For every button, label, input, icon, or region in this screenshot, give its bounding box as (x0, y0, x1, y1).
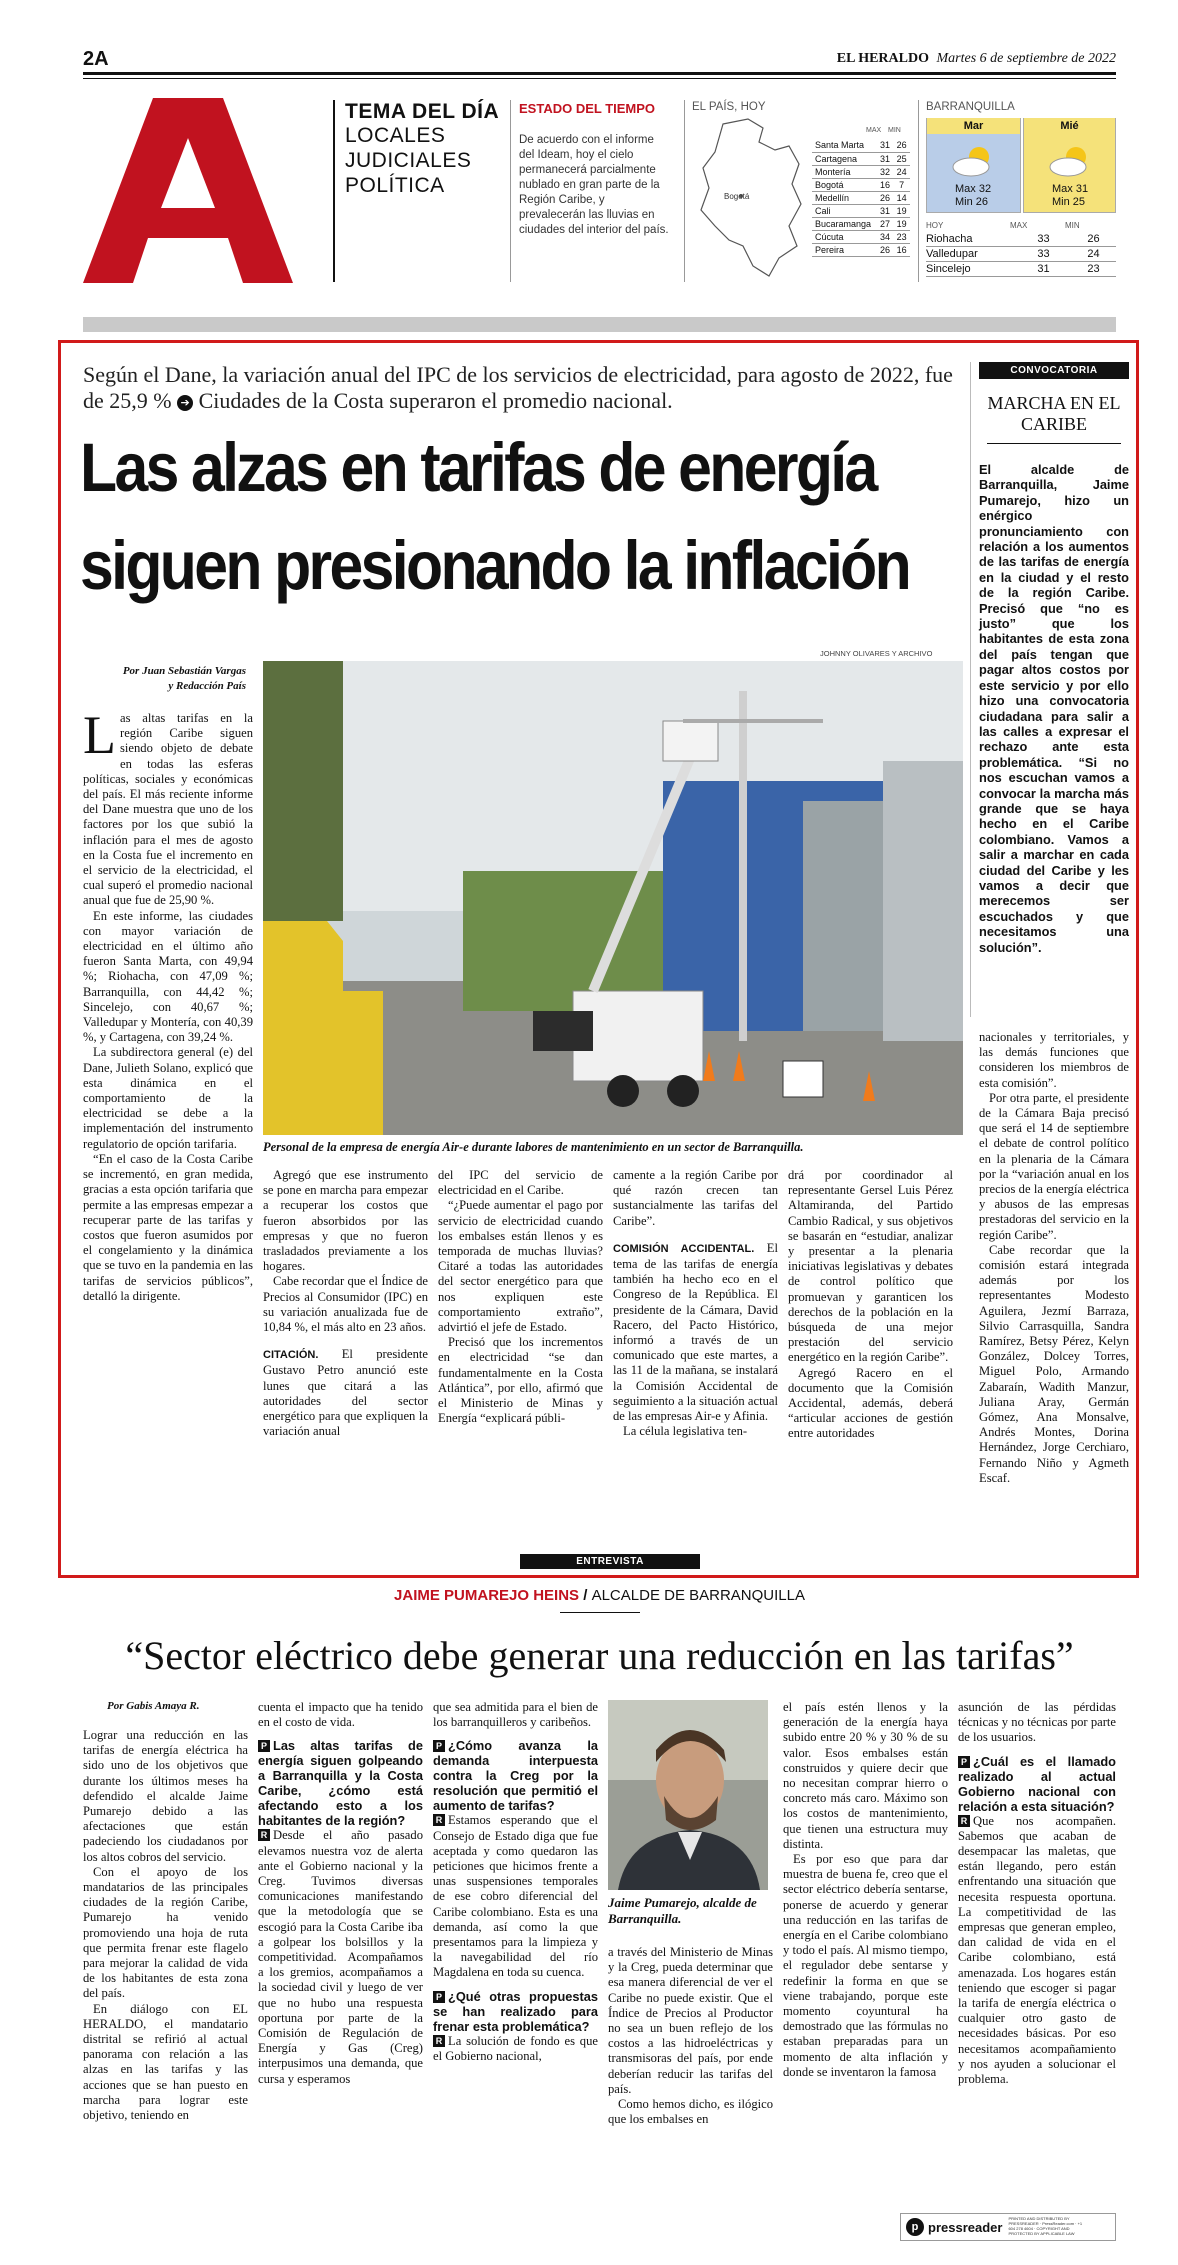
masthead (837, 51, 1116, 67)
weather-cell-max: 34 (877, 230, 894, 243)
section-kicker: TEMA DEL DÍA (345, 100, 500, 123)
today-col-max: MAX (1010, 221, 1028, 230)
interview-headline: “Sector eléctrico debe generar una reducción en las tarifas” (125, 1633, 1074, 1678)
weather-cell-min: 7 (893, 178, 910, 191)
col3-p2: “¿Puede aumentar el pago por servicio de electricidad cuando los embalses están llenos y es temporada de muchas lluvias? Citaré a todas las autoridades del sector energético para que nos expliquen este comportamiento extraño”, advirtió el jefe de Estado. (438, 1198, 603, 1335)
portrait-caption: Jaime Pumarejo, alcalde de Barranquilla. (608, 1895, 757, 1926)
sidebar-title: MARCHA EN EL CARIBE (987, 393, 1121, 444)
col4-p2: El tema de las tarifas de energía también ha hecho eco en el Congreso de la República. El presidente de la Cámara, David Racero, del Pacto Histórico, informó a través de un comunicado que este martes, a las 11 de la mañana, se instalará la Comisión Accidental de seguimiento a la situación actual de las empresas Air-e y Afinia. (613, 1240, 778, 1424)
forecast-max: Max 32 (955, 183, 992, 195)
article-column-4 (613, 1168, 778, 1439)
answer-marker: R (433, 2035, 445, 2047)
today-cell-name: Sincelejo (926, 263, 971, 275)
answer-2: Estamos esperando que el Consejo de Estado diga que fue aceptada y como quedaron las peticiones que hicimos frente a unas suspensiones temporales de ese cobro diferencial del Caribe colombiano. Esta es una demanda, así como la que presentamos para la limpieza y la navegabilidad del río Magdalena en toda su cuenca. (433, 1813, 598, 1980)
icol4-p1: Como hemos dicho, es ilógico que los embalses en (608, 2097, 773, 2127)
weather-cell-name: Cúcuta (812, 230, 877, 243)
weather-cell-name: Montería (812, 165, 877, 178)
weather-row (812, 243, 910, 256)
col1-p2: En este informe, las ciudades con mayor variación de electricidad en el último año fueron Santa Marta, con 49,94 %; Riohacha, con 47,09 %; Barranquilla, con 44,42 %; Sincelejo, con 40,67 %; Valledupar y Montería, con 40,39 %, y Cartagena, con 39,24 %. (83, 908, 253, 1045)
map-city-label: Bogotá (724, 192, 750, 201)
headline-line-1: Las alzas en tarifas de energía (80, 429, 876, 506)
col4-p1: camente a la región Caribe por qué razón crecen tan sustancialmente las tarifas del Caribe”. (613, 1168, 778, 1228)
weather-cell-name: Pereira (812, 243, 877, 256)
today-cell-min: 24 (1087, 248, 1100, 260)
col2-p3: El presidente Gustavo Petro anunció este lunes que citará a las autoridades del sector energético para que expliquen la variación anual (263, 1347, 428, 1439)
slash-divider: / (583, 1587, 592, 1604)
weather-cell-min: 14 (893, 191, 910, 204)
drop-cap: L (83, 705, 116, 765)
headline-line-2: siguen presionando la inflación (80, 527, 910, 604)
article-deck (83, 362, 963, 414)
col6-p3: Cabe recordar que la comisión estará integrada además por los representantes Modesto Aguilera, Jezmí Barraza, Silvio Carrasquilla, Sandra Ramírez, Betsy Pérez, Kelyn González, Dolcey Torres, Miguel Polo, Armando Zabaraín, Wadith Manzur, Juliana Aray, Germán Gómez, Ana Monsalve, Andrés Montes, Dorina Hernández, Jorge Cerchiaro, Fernando Niño y Agmeth Escaf. (979, 1242, 1129, 1485)
page-number: 2A (83, 48, 109, 70)
article-photo (263, 661, 963, 1135)
icol2-p0: cuenta el impacto que ha tenido en el costo de vida. (258, 1700, 423, 1730)
col5-p1: drá por coordinador al representante Gersel Luis Pérez Altamiranda, del Partido Cambio Radical, y sus objetivos se basarán en “estudiar, analizar y presentar a la plenaria iniciativas legislativas y debates de control político que promuevan y garanticen los derechos de la población en la búsqueda de una mejor prestación del servicio energético en la región Caribe”. (788, 1168, 953, 1365)
today-row (926, 262, 1116, 277)
paper-name: EL HERALDO (836, 51, 929, 66)
weather-divider-2 (684, 100, 685, 282)
col1-first: as altas tarifas en la región Caribe siguen siendo objeto de debate en todas las esferas políticas, sociales y económicas del país. El más reciente informe del Dane muestra que uno de los factores por los que subió la inflación para el mes de agosto en la Costa fue el incremento en el servicio de la electricidad, el cual superó el promedio nacional anual que fue de 25,90 %. (83, 711, 253, 908)
weather-cell-min: 19 (893, 204, 910, 217)
deck-after: Ciudades de la Costa superaron el promedio nacional. (198, 388, 673, 413)
icol1-p1: Lograr una reducción en las tarifas de energía eléctrica ha sido uno de los objetivos que durante los últimos meses ha defendido el alcalde Jaime Pumarejo debido a las afectaciones que están padeciendo los ciudadanos por los altos cobros del servicio. (83, 1728, 248, 1864)
photo-credit: JOHNNY OLIVARES Y ARCHIVO (820, 649, 933, 658)
separator-band (83, 317, 1116, 332)
weather-row (812, 217, 910, 230)
photo-caption: Personal de la empresa de energía Air-e durante labores de mantenimiento en un sector de Barranquilla. (263, 1140, 804, 1154)
question-1: Las altas tarifas de energía siguen golpeando a Barranquilla y la Costa Caribe, ¿cómo está afectando esto a los habitantes de la región? (258, 1738, 423, 1829)
today-list (926, 232, 1116, 277)
weather-divider-3 (918, 100, 919, 282)
weather-col-min: MIN (888, 127, 901, 134)
question-marker: P (958, 1756, 970, 1768)
byline-2: y Redacción País (168, 680, 246, 692)
weather-row (812, 191, 910, 204)
interview-name: JAIME PUMAREJO HEINS (394, 1587, 580, 1604)
weather-title: ESTADO DEL TIEMPO (519, 101, 656, 116)
weather-row (812, 152, 910, 165)
col6-p2: Por otra parte, el presidente de la Cámara Baja precisó que será el 14 de septiembre el debate de control político en la plenaria de la Cámara por la “variación anual en los precios de la energía eléctrica y abusos de las empresas prestadoras del servicio en la región Caribe”. (979, 1090, 1129, 1242)
sidebar-text: El alcalde de Barranquilla, Jaime Pumarejo, hizo un enérgico pronunciamiento con relación a los aumentos de las tarifas de energía en la ciudad y el resto de la región Caribe. Precisó que “no es justo” que los habitantes de esta zona del país tengan que pagar altos costos por este servicio y por ello hizo una convocatoria ciudadana para salir a las calles a expresar el rechazo ante esta problemática. “Si no nos escuchan vamos a convocar la marcha más grande que se haya hecho en el Caribe colombiano. Vamos a salir a marchar en cada ciudad del Caribe y les vamos a decir que merecemos ser escuchados y que necesitamos una solución”. (979, 462, 1129, 955)
weather-row (812, 139, 910, 152)
arrow-icon: ➔ (177, 395, 193, 411)
today-cell-max: 33 (1037, 248, 1050, 260)
article-column-1 (83, 705, 253, 1304)
forecast-day: Mar (927, 118, 1020, 134)
question-2: ¿Cómo avanza la demanda interpuesta contra la Creg por la resolución que permitió el aumento de tarifas? (433, 1738, 598, 1814)
interview-column-4 (608, 1945, 773, 2127)
col3-p3: Precisó que los incrementos en electricidad “se dan fundamentalmente en la Costa Atlántica”, por ello, afirmó que el Ministerio de Minas y Energía “explicará públi- (438, 1335, 603, 1426)
article-column-5 (788, 1168, 953, 1442)
question-3: ¿Qué otras propuestas se han realizado para frenar esta problemática? (433, 1988, 598, 2034)
today-col-min: MIN (1065, 221, 1080, 230)
col6-p1: nacionales y territoriales, y las demás funciones que consideren los miembros de esta comisión”. (979, 1030, 1129, 1090)
weather-cell-min: 19 (893, 217, 910, 230)
local-label: BARRANQUILLA (926, 101, 1015, 113)
byline-1: Por Juan Sebastián Vargas (122, 665, 246, 677)
pressreader-icon: p (906, 2218, 924, 2236)
interview-subject (83, 1587, 1116, 1604)
weather-cell-max: 31 (877, 204, 894, 217)
weather-cell-max: 31 (877, 139, 894, 152)
header-rule (83, 72, 1116, 75)
weather-row (812, 178, 910, 191)
section-item-politica[interactable]: POLÍTICA (345, 174, 445, 197)
article-column-2 (263, 1168, 428, 1439)
interview-column-2 (258, 1700, 423, 2087)
sidebar-tag: CONVOCATORIA (979, 362, 1129, 379)
question-marker: P (433, 1740, 445, 1752)
interview-column-1 (83, 1728, 248, 2123)
weather-row (812, 204, 910, 217)
section-item-judiciales[interactable]: JUDICIALES (345, 149, 472, 172)
icol1-p3: En diálogo con EL HERALDO, el mandatario distrital se refirió al actual panorama con relación a las alzas en las tarifas y las acciones que se han puesto en marcha para lograr este objetivo, teniendo en (83, 2001, 248, 2123)
partly-cloudy-icon (1046, 143, 1096, 179)
today-cell-max: 33 (1037, 233, 1050, 245)
country-label: EL PAÍS, HOY (692, 101, 766, 113)
pressreader-small: PRINTED AND DISTRIBUTED BY PRESSREADER · PressReader.com · +1 604 278 4604 · COPYRIGHT AND PROTECTED BY APPLICABLE LAW (1008, 2216, 1083, 2236)
weather-cell-name: Bogotá (812, 178, 877, 191)
interview-short-rule (560, 1612, 640, 1613)
today-cell-name: Riohacha (926, 233, 973, 245)
weather-cell-max: 31 (877, 152, 894, 165)
weather-cell-min: 23 (893, 230, 910, 243)
weather-text: De acuerdo con el informe del Ideam, hoy el cielo permanecerá parcialmente nublado en gran parte de la Región Caribe, y prevalecerán las lluvias en ciudades del interior del país. (519, 134, 669, 236)
col1-p4: “En el caso de la Costa Caribe se incrementó, en gran medida, gracias a esta opción tarifaria que permite a las empresas empezar a recuperar parte de las tarifas y costos que fueron asumidos por el congelamiento y la dinámica que se tuvo en la pandemia en las tarifas de servicios públicos”, detalló la dirigente. (83, 1151, 253, 1303)
answer-marker: R (433, 1814, 445, 1826)
answer-3: La solución de fondo es que el Gobierno nacional, (433, 2033, 598, 2063)
weather-cell-name: Cartagena (812, 152, 877, 165)
question-marker: P (258, 1740, 270, 1752)
answer-1: Desde el año pasado elevamos nuestra voz de alerta ante el Gobierno nacional y la Creg. Tuvimos diversas comunicaciones manifestando que la metodología que se escogió para la Costa Caribe iba a golpear los bolsillos y la competitividad. Acompañamos a los gremios, acompañamos a la sociedad civil y luego de ver que no hubo una respuesta oportuna por parte de la Comisión de Regulación de Energía y Gas (Creg) interpusimos una demanda, que cursa y esperamos (258, 1828, 423, 2086)
answer-marker: R (958, 1815, 970, 1827)
icol6-p0: asunción de las pérdidas técnicas y no técnicas por parte de los usuarios. (958, 1700, 1116, 1745)
pressreader-badge[interactable] (900, 2213, 1116, 2241)
section-item-locales[interactable]: LOCALES (345, 124, 446, 147)
issue-date: Martes 6 de septiembre de 2022 (936, 51, 1116, 66)
col3-p1: del IPC del servicio de electricidad en el Caribe. (438, 1168, 603, 1198)
article-column-3 (438, 1168, 603, 1426)
section-divider (333, 100, 335, 282)
today-cell-min: 26 (1087, 233, 1100, 245)
question-marker: P (433, 1991, 445, 2003)
weather-cell-max: 26 (877, 191, 894, 204)
pressreader-brand: pressreader (928, 2219, 1003, 2235)
weather-cell-name: Cali (812, 204, 877, 217)
today-cell-name: Valledupar (926, 248, 978, 260)
today-cell-min: 23 (1087, 263, 1100, 275)
col2-lead: CITACIÓN. (263, 1349, 319, 1362)
national-weather-table (812, 139, 910, 257)
col2-p1: Agregó que ese instrumento se pone en marcha para empezar a recuperar los costos que fueron absorbidos por las empresas y que no fueron trasladados previamente a los hogares. (263, 1168, 428, 1274)
forecast-tuesday (926, 118, 1021, 213)
interview-tag: ENTREVISTA (520, 1554, 700, 1569)
answer-marker: R (258, 1829, 270, 1841)
icol4-p0: a través del Ministerio de Minas y la Creg, pueda determinar que esa manera diferencial de ver el Caribe no puede existir. Que el Índice de Precios al Productor no sea un buen reflejo de los costos a las hidroeléctricas y transmisoras del país, por ende deberían reducir las tarifas del país. (608, 1945, 773, 2096)
weather-row (812, 165, 910, 178)
today-cell-max: 31 (1037, 263, 1050, 275)
forecast-max: Max 31 (1052, 183, 1089, 195)
weather-cell-min: 24 (893, 165, 910, 178)
col5-p2: Agregó Racero en el documento que la Comisión Accidental, además, deberá “articular acciones de gestión entre autoridades (788, 1365, 953, 1441)
forecast-day: Mié (1024, 118, 1115, 134)
col4-p3: La célula legislativa ten- (623, 1424, 748, 1439)
weather-cell-max: 27 (877, 217, 894, 230)
sidebar-left-rule (970, 362, 971, 1017)
sidebar-box (979, 362, 1129, 1022)
weather-row (812, 230, 910, 243)
header-rule-thin (83, 78, 1116, 79)
portrait-photo (608, 1700, 768, 1890)
forecast-min: Min 26 (955, 196, 989, 208)
deck-text: Según el Dane, la variación anual del IPC de los servicios de electricidad, para agosto de 2022, fue de 25,9 % (83, 362, 953, 413)
weather-cell-name: Bucaramanga (812, 217, 877, 230)
forecast-min: Min 25 (1052, 196, 1086, 208)
interview-column-6 (958, 1700, 1116, 2087)
icol5-p1: Es por eso que para dar muestra de buena fe, creo que el sector eléctrico debería sentarse, ponerse de acuerdo y generar una reducción en las tarifas de energía en el Caribe colombiano y todo el país. Al mismo tiempo, el regulador debe sentarse y redefinir la forma en que se viene trabajando, porque este momento coyuntural ha demostrado que las fórmulas no estaban preparadas para un momento de alta inflación y donde se inventaron la famosa (783, 1852, 948, 2079)
col1-p3: La subdirectora general (e) del Dane, Julieth Solano, explicó que esta dinámica en el comportamiento de la electricidad se debe a la implementación del instrumento regulatorio de opción tarifaria. (83, 1045, 253, 1151)
weather-cell-min: 26 (893, 139, 910, 152)
col4-lead: COMISIÓN ACCIDENTAL. (613, 1242, 755, 1255)
col2-p2: Cabe recordar que el Índice de Precios al Consumidor (IPC) en su variación anualizada fue de 10,84 %, el más alto en 23 años. (263, 1274, 428, 1335)
colombia-map (693, 116, 813, 281)
interview-byline: Por Gabis Amaya R. (107, 1700, 200, 1712)
weather-col-max: MAX (866, 127, 882, 134)
weather-cell-max: 16 (877, 178, 894, 191)
interview-column-5 (783, 1700, 948, 2080)
answer-4: Que nos acompañen. Sabemos que acaban de desempacar las maletas, que están llegando, pero están enfrentando una situación que necesita respuesta oportuna. La competitividad de las empresas que generan empleo, dan calidad de vida en el Caribe colombiano, está amenazada. Los hogares están teniendo que escoger si pagar la tarifa de energía eléctrica o cualquier otro gasto de necesidades básicas. Por eso necesitamos acompañamiento y nos ayuden a solucionar el problema. (958, 1813, 1116, 2087)
icol1-p2: Con el apoyo de los mandatarios de las principales ciudades de la región Caribe, Pumarejo ha venido promoviendo una hoja de ruta que permita frenar este flagelo para mejorar la calidad de vida de los habitantes de esta zona del país. (83, 1864, 248, 2001)
icol5-p0: el país estén llenos y la generación de la energía haya subido entre 20 % y 30 % de su valor. Esos embalses están construidos y quiere decir que no necesitan comprar hierro o concreto más caro. Máximo son los costos de mantenimiento, que tienen una estructura muy distinta. (783, 1700, 948, 1851)
partly-cloudy-icon (949, 143, 999, 179)
weather-divider-1 (510, 100, 511, 282)
today-label: HOY (926, 221, 944, 230)
weather-cell-min: 25 (893, 152, 910, 165)
interview-role: ALCALDE DE BARRANQUILLA (591, 1587, 805, 1604)
weather-cell-name: Santa Marta (812, 139, 877, 152)
today-row (926, 247, 1116, 262)
weather-cell-name: Medellín (812, 191, 877, 204)
interview-column-3 (433, 1700, 598, 2064)
section-letter-a (83, 98, 293, 283)
weather-cell-min: 16 (893, 243, 910, 256)
today-row (926, 232, 1116, 247)
forecast-wednesday (1023, 118, 1116, 213)
weather-cell-max: 26 (877, 243, 894, 256)
weather-cell-max: 32 (877, 165, 894, 178)
icol3-p0: que sea admitida para el bien de los barranquilleros y caribeños. (433, 1700, 598, 1730)
question-4: ¿Cuál es el llamado realizado al actual Gobierno nacional con relación a esta situación? (958, 1753, 1116, 1814)
article-column-6 (979, 1030, 1129, 1486)
